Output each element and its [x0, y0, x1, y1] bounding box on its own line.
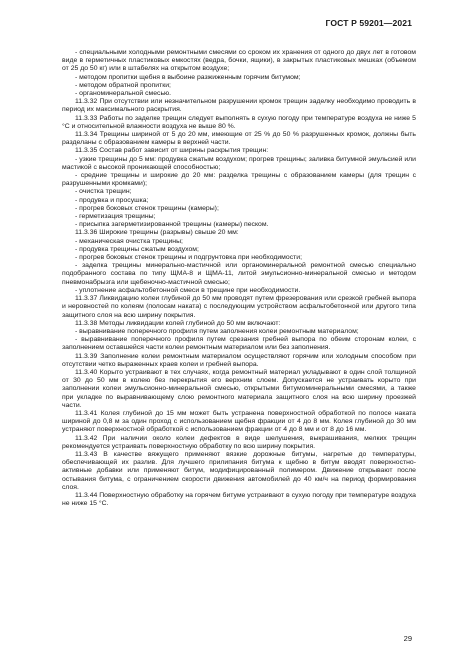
- list-item: - механическая очистка трещины;: [75, 237, 183, 245]
- clause-paragraph: 11.3.42 При наличии около колеи дефектов в виде шелушения, выкрашивания, мелких трещин рекомендуется устраивать поверхностную обработку по всю ширину покрытия.: [62, 434, 416, 450]
- list-item: - методом обратной пропитки;: [75, 81, 171, 89]
- page-number: 29: [403, 634, 412, 643]
- list-item: - методом пропитки щебня в выбоине разжиженным горячим битумом;: [75, 73, 301, 81]
- list-item: - очистка трещин;: [75, 188, 132, 196]
- clause-paragraph: 11.3.38 Методы ликвидации колей глубиной до 50 мм включают:: [75, 319, 281, 327]
- clause-paragraph: 11.3.40 Корыто устраивают в тех случаях, когда ремонтный материал укладывают в один слой толщиной от 30 до 50 мм в колею без перекрытия его верхним слоем. Допускается не устраивать корыто при заполнении колеи эмульсионно-минеральной смесью, открытыми битумоминеральными смесями, а также при укладке по выравнивающему слою ремонтного материала защитного слоя на всю ширину проезжей части.: [62, 368, 416, 409]
- clause-paragraph: 11.3.34 Трещины шириной от 5 до 20 мм, имеющие от 25 % до 50 % разрушенных кромок, должны быть разделаны с образованием камеры в верхней части.: [62, 131, 416, 147]
- list-item: - выравнивание поперечного профиля путем заполнения колеи ремонтным материалом;: [75, 327, 359, 335]
- list-item: - продувка и просушка;: [75, 196, 149, 204]
- clause-paragraph: 11.3.35 Состав работ зависит от ширины раскрытия трещин:: [75, 147, 269, 155]
- clause-paragraph: 11.3.36 Широкие трещины (разрывы) свыше 20 мм:: [75, 229, 239, 237]
- clause-paragraph: 11.3.41 Колея глубиной до 15 мм может быть устранена поверхностной обработкой по полосе наката шириной до 0,8 м за один проход с использованием щебня фракции от 4 до 8 мм. Колея глубиной до 30 мм устраняют поверхностной обработкой с использованием фракции от 4 до 8 мм и от 8 до 16 мм.: [62, 409, 416, 434]
- list-item: - заделка трещины минерально-мастичной или органоминеральной ремонтной смесью специально подобранного состава по типу ЩМА-8 и ЩМА-11, литой эмульсионно-минеральной смесью и методом пневмонабрызга или щебеночно-мастичной смесью;: [62, 262, 416, 286]
- clause-paragraph: 11.3.44 Поверхностную обработку на горячем битуме устраивают в сухую погоду при температуре воздуха не ниже 15 °С.: [62, 491, 416, 508]
- clause-paragraph: 11.3.37 Ликвидацию колеи глубиной до 50 мм проводят путем фрезерования или срезкой гребней выпора и неровностей по колеям (полосам наката) с последующим устройством асфальтобетонной или другого типа защитного слоя на всю ширину покрытия.: [62, 295, 416, 319]
- document-body: [62, 49, 416, 508]
- clause-paragraph: 11.3.32 При отсутствии или незначительном разрушении кромок трещин заделку необходимо проводить в период их максимального раскрытия.: [62, 98, 416, 114]
- clause-paragraph: 11.3.33 Работы по заделке трещин следует выполнять в сухую погоду при температуре воздуха не ниже 5 °С и относительной влажности воздуха не выше 80 %.: [62, 114, 416, 130]
- list-item: - специальными холодными ремонтными смесями со сроком их хранения от одного до двух лет в готовом виде в герметичных пластиковых емкостях (ведра, бочки, ящики), в закрытых пластиковых мешках (объемом от 25 до 50 кг) или в штабелях на открытом воздухе;: [62, 49, 416, 73]
- list-item: - прогрев боковых стенок трещины (камеры);: [75, 204, 219, 212]
- list-item: - присыпка загерметизированной трещины (камеры) песком.: [75, 221, 269, 229]
- clause-paragraph: 11.3.39 Заполнение колеи ремонтным материалом осуществляют горячим или холодным способом при отсутствии четко выраженных краев колеи и гребней выпора.: [62, 352, 416, 368]
- list-item: - герметизация трещины;: [75, 213, 156, 221]
- list-item: - органоминеральной смесью.: [75, 90, 172, 98]
- list-item: - средние трещины и широкие до 20 мм: разделка трещины с образованием камеры (для трещин с разрушенными кромками);: [62, 172, 416, 188]
- list-item: - уплотнение асфальтобетонной смеси в трещине при необходимости.: [75, 286, 301, 294]
- list-item: - продувка трещины сжатым воздухом;: [75, 245, 199, 253]
- document-header: ГОСТ Р 59201—2021: [325, 18, 412, 28]
- list-item: - прогрев боковых стенок трещины и подгрунтовка при необходимости;: [75, 254, 302, 262]
- list-item: - выравнивание поперечного профиля путем срезания гребней выпора по обеим сторонам колеи, с заполнением оставшейся части колеи ремонтным материалом или без заполнения.: [62, 336, 416, 352]
- clause-paragraph: 11.3.43 В качестве вяжущего применяют вязкие дорожные битумы, нагретые до температуры, обеспечивающей их разлив. Для лучшего прилипания битума к щебню в битум вводят поверхностно-активные добавки или применяют битум, модифицированный полимером. Движение открывают после остывания битума, с ограничением скорости движения автомобилей до 40 км/ч на период формирования слоя.: [62, 450, 416, 491]
- list-item: - узкие трещины до 5 мм: продувка сжатым воздухом; прогрев трещины; заливка битумной эмульсией или мастикой с высокой проникающей способностью;: [62, 155, 416, 171]
